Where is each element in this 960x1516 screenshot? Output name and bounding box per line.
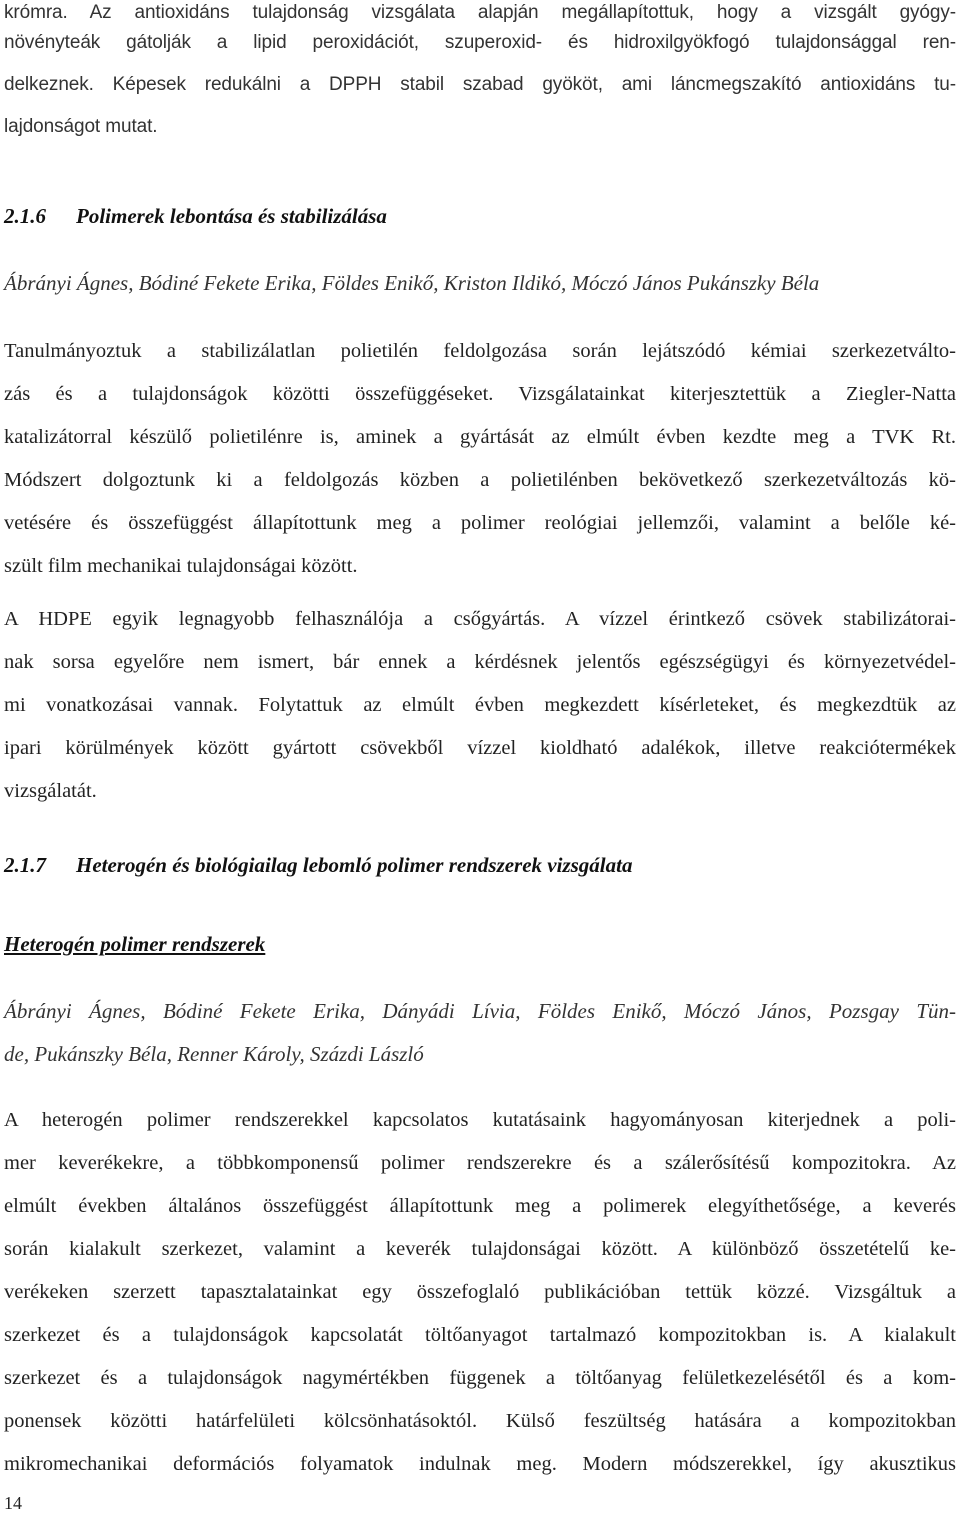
paragraph-line: A HDPE egyik legnagyobb felhasználója a csőgyártás. A vízzel érintkező csövek stabilizátorai- — [4, 608, 956, 630]
page-number: 14 — [4, 1493, 22, 1513]
authors-line: Ábrányi Ágnes, Bódiné Fekete Erika, Földes Enikő, Kriston Ildikó, Móczó János Pukánszky Béla — [4, 271, 820, 295]
authors-line: de, Pukánszky Béla, Renner Károly, Százdi László — [4, 1042, 424, 1066]
section-heading — [4, 203, 387, 229]
paragraph-line: mi vonatkozásai vannak. Folytattuk az elmúlt évben megkezdett kísérleteket, és megkezdtük az — [4, 694, 956, 716]
paragraph-line: növényteák gátolják a lipid peroxidációt, szuperoxid- és hidroxilgyökfogó tulajdonsággal ren- — [4, 32, 956, 53]
paragraph-line: Módszert dolgoztunk ki a feldolgozás közben a polietilénben bekövetkező szerkezetváltozás kö- — [4, 469, 956, 491]
paragraph-line: A heterogén polimer rendszerekkel kapcsolatos kutatásaink hagyományosan kiterjednek a poli- — [4, 1109, 956, 1131]
paragraph-line: során kialakult szerkezet, valamint a keverék tulajdonságai között. A különböző összetételű ke- — [4, 1238, 956, 1260]
paragraph-line: katalizátorral készülő polietilénre is, aminek a gyártását az elmúlt évben kezdte meg a TVK Rt. — [4, 426, 956, 448]
subsection-heading: Heterogén polimer rendszerek — [4, 932, 266, 956]
section-number: 2.1.7 — [4, 853, 46, 877]
paragraph-line: verékeken szerzett tapasztalatainkat egy összefoglaló publikációban tettük közzé. Vizsgáltuk a — [4, 1281, 956, 1303]
paragraph-line: szerkezet és a tulajdonságok kapcsolatát töltőanyagot tartalmazó kompozitokban is. A kialakult — [4, 1324, 956, 1346]
paragraph-line: lajdonságot mutat. — [4, 116, 158, 137]
paragraph-line: Tanulmányoztuk a stabilizálatlan polietilén feldolgozása során lejátszódó kémiai szerkezetválto- — [4, 340, 956, 362]
paragraph-line: delkeznek. Képesek redukálni a DPPH stabil szabad gyököt, ami láncmegszakító antioxidáns tu- — [4, 74, 956, 95]
paragraph-line: zás és a tulajdonságok közötti összefüggéseket. Vizsgálatainkat kiterjesztettük a Ziegler-Natta — [4, 383, 956, 405]
paragraph-line: nak sorsa egyelőre nem ismert, bár ennek a kérdésnek jelentős egészségügyi és környezetvédel- — [4, 651, 956, 673]
paragraph-line: mikromechanikai deformációs folyamatok indulnak meg. Modern módszerekkel, így akusztikus — [4, 1453, 956, 1475]
paragraph-line: vizsgálatát. — [4, 780, 97, 802]
authors-line: Ábrányi Ágnes, Bódiné Fekete Erika, Dányádi Lívia, Földes Enikő, Móczó János, Pozsgay Tün- — [4, 999, 956, 1023]
section-title: Polimerek lebontása és stabilizálása — [76, 204, 387, 228]
paragraph-line: krómra. Az antioxidáns tulajdonság vizsgálata alapján megállapítottuk, hogy a vizsgált gyógy- — [4, 2, 956, 23]
paragraph-line: vetésére és összefüggést állapítottunk meg a polimer reológiai jellemzői, valamint a belőle ké- — [4, 512, 956, 534]
section-number: 2.1.6 — [4, 204, 46, 228]
paragraph-line: szült film mechanikai tulajdonságai között. — [4, 555, 358, 577]
paragraph-line: ipari körülmények között gyártott csövekből vízzel kioldható adalékok, illetve reakciótermékek — [4, 737, 956, 759]
paragraph-line: ponensek közötti határfelületi kölcsönhatásoktól. Külső feszültség hatására a kompozitokban — [4, 1410, 956, 1432]
section-heading — [4, 852, 632, 878]
paragraph-line: elmúlt években általános összefüggést állapítottunk meg a polimerek elegyíthetősége, a keverés — [4, 1195, 956, 1217]
paragraph-line: mer keverékekre, a többkomponensű polimer rendszerekre és a szálerősítésű kompozitokra. Az — [4, 1152, 956, 1174]
section-title: Heterogén és biológiailag lebomló polimer rendszerek vizsgálata — [76, 853, 633, 877]
paragraph-line: szerkezet és a tulajdonságok nagymértékben függenek a töltőanyag felületkezelésétől és a kom- — [4, 1367, 956, 1389]
